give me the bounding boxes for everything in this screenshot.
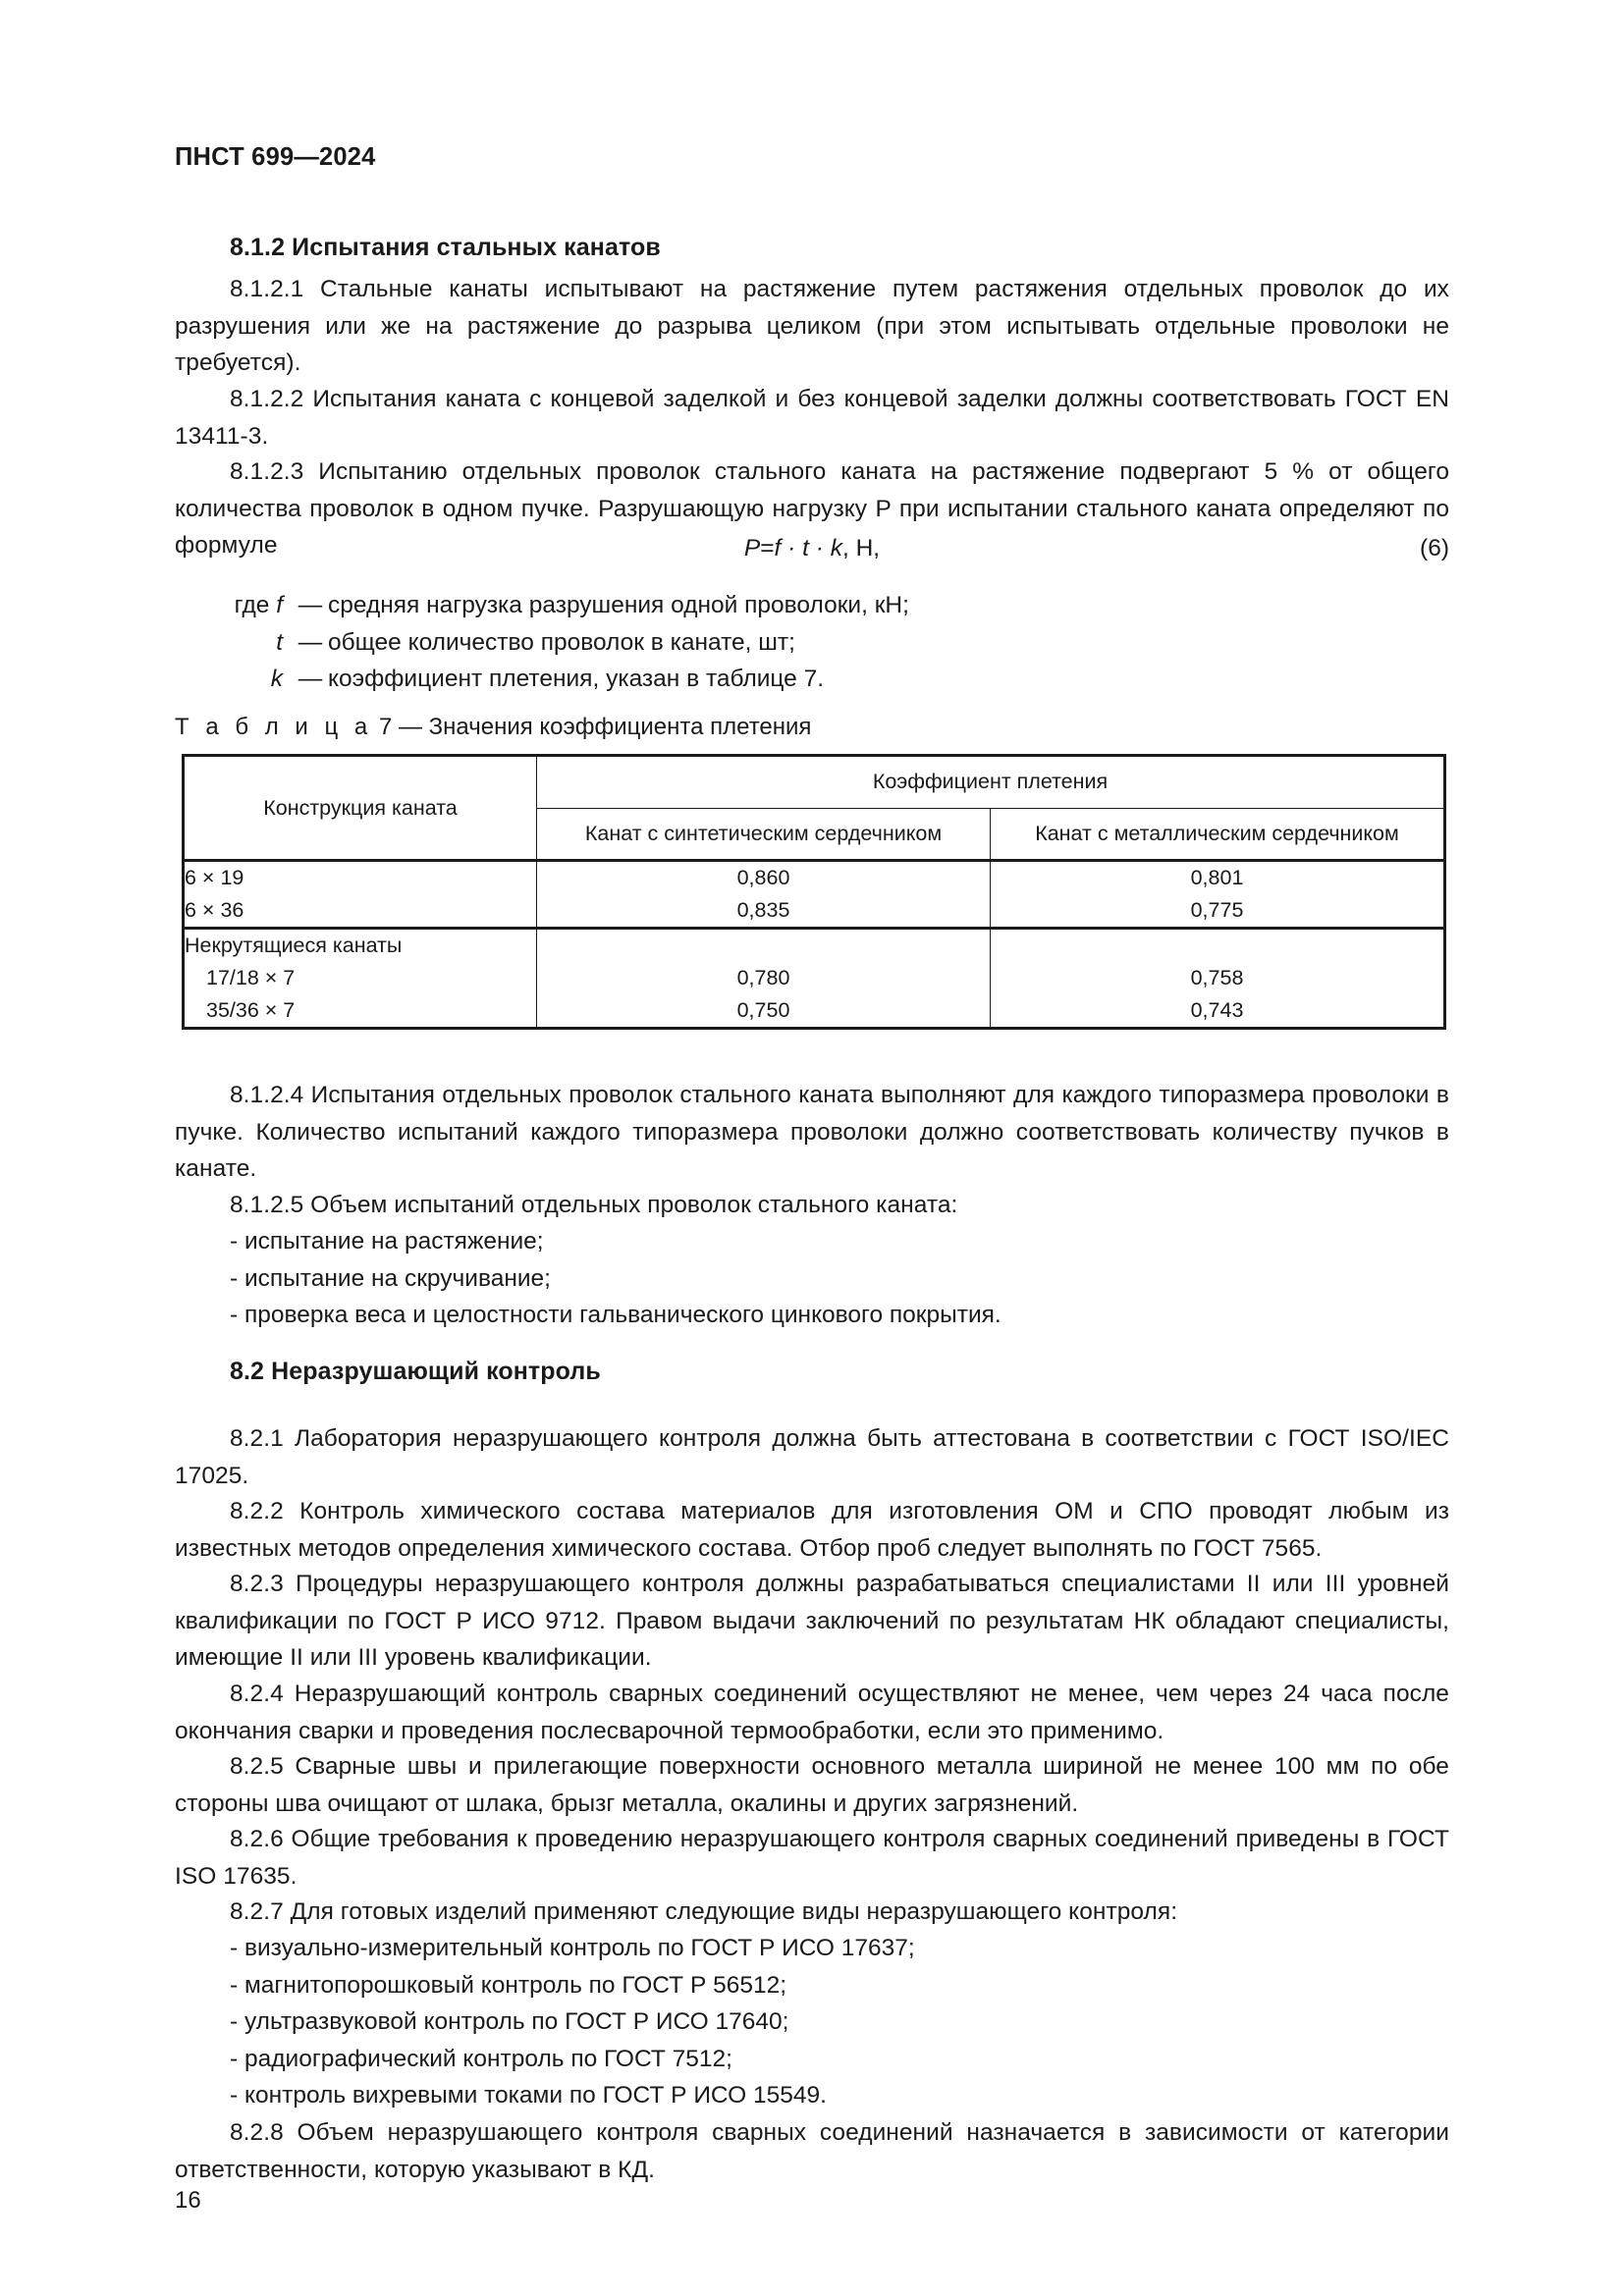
legend-lead-k [196,661,293,698]
list-item-8-2-7-eddy-current: - контроль вихревыми токами по ГОСТ Р ИСО 15549. [230,2082,827,2109]
table-caption-number: 7 [378,714,393,740]
paragraph-8-2-1: 8.2.1 Лаборатория неразрушающего контроля должна быть аттестована в соответствии с ГОСТ ISO/IEC 17025. [175,1425,1449,1489]
synthetic-value: 0,780 [736,966,790,989]
legend-text-k: коэффициент плетения, указан в таблице 7. [328,666,825,692]
table-head [184,756,1445,861]
formula-expression [175,535,1449,562]
paragraph-8-2-8: 8.2.8 Объем неразрушающего контроля сварных соединений назначается в зависимости от категории ответственности, которую указывают в КД. [175,2119,1449,2183]
paragraph-8-2-5: 8.2.5 Сварные швы и прилегающие поверхности основного металла шириной не менее 100 мм по обе стороны шва очищают от шлака, брызг металла, окалины и других загрязнений. [175,1753,1449,1817]
list-item-8-1-2-5-tension: - испытание на растяжение; [230,1228,544,1255]
table-cell-construction [184,861,537,929]
table-cell-metallic [991,861,1445,929]
paragraph-8-1-2-5: 8.1.2.5 Объем испытаний отдельных проволок стального каната: [230,1192,958,1218]
paragraph-8-1-2-1: 8.1.2.1 Стальные канаты испытывают на растяжение путем растяжения отдельных проволок до их разрушения или же на растяжение до разрыва целиком (при этом испытывать отдельные проволоки не требуется). [175,276,1449,376]
legend-dash-f: — [298,592,323,618]
list-item-8-1-2-5-torsion: - испытание на скручивание; [230,1265,551,1292]
table-row [184,929,1445,1029]
metallic-value: 0,743 [1190,998,1244,1022]
paragraph-8-1-2-3-text: 8.1.2.3 Испытанию отдельных проволок стального каната на растяжение подвергают 5 % от общего количества проволок в одном пучке. Разрушающую нагрузку P при испытании стального каната определяют по формуле [175,458,1449,559]
table-body [184,861,1445,1029]
metallic-value: 0,801 [1190,866,1244,889]
table-7-weaving-coefficients [182,754,1446,1030]
legend-symbol-f: f [276,592,283,618]
synthetic-value: 0,835 [736,898,790,922]
list-item-8-2-7-visual: - визуально-измерительный контроль по ГОСТ Р ИСО 17637; [230,1935,915,1961]
paragraph-8-2-4: 8.2.4 Неразрушающий контроль сварных соединений осуществляют не менее, чем через 24 часа после окончания сварки и проведения послесварочной термообработки, если это применимо. [175,1681,1449,1744]
formula-right-side: f · t · k [774,535,842,561]
table-header-group-coefficient: Коэффициент плетения [537,756,1445,809]
table-row [184,861,1445,929]
table-header-metallic-core: Канат с металлическим сердечником [991,808,1445,861]
paragraph-8-2-2: 8.2.2 Контроль химического состава материалов для изготовления ОМ и СПО проводят любым из известных методов определения химического состава. Отбор проб следует выполнять по ГОСТ 7565. [175,1498,1449,1562]
running-header: ПНСТ 699—2024 [175,143,376,171]
formula-unit: , Н, [841,535,881,561]
paragraph-8-2-6: 8.2.6 Общие требования к проведению неразрушающего контроля сварных соединений приведены в ГОСТ ISO 17635. [175,1826,1449,1890]
list-item-8-2-7-radiographic: - радиографический контроль по ГОСТ 7512; [230,2046,732,2072]
legend-where-label: где [234,592,270,618]
paragraph-8-1-2-4: 8.1.2.4 Испытания отдельных проволок стального каната выполняют для каждого типоразмера проволоки в пучке. Количество испытаний каждого типоразмера проволоки должно соответствовать количеству пучков в канате. [175,1082,1449,1182]
construction-label: 6 × 36 [185,898,244,922]
legend-symbol-t: t [276,628,283,656]
table-caption-word: Т а б л и ц а [175,714,373,740]
formula-variable-p: P [743,535,761,561]
table-header-row-1 [184,756,1445,809]
legend-lead-f [196,587,293,624]
legend-text-f: средняя нагрузка разрушения одной проволоки, кН; [328,592,909,618]
table-caption-title: Значения коэффициента плетения [428,714,812,740]
metallic-value: 0,775 [1190,898,1244,922]
legend-text-t: общее количество проволок в канате, шт; [328,628,795,656]
formula-equals: = [760,535,775,561]
construction-label: 6 × 19 [185,866,244,889]
construction-label: 35/36 × 7 [206,998,296,1022]
formula-row-6 [175,535,1449,562]
page-number: 16 [175,2187,201,2214]
paragraph-8-1-2-2: 8.1.2.2 Испытания каната с концевой заделкой и без концевой заделки должны соответствовать ГОСТ EN 13411-3. [175,386,1449,450]
construction-label: 17/18 × 7 [206,966,296,989]
legend-dash-k: — [298,666,323,692]
construction-group-title: Некрутящиеся канаты [185,934,403,957]
table-7-caption [175,714,811,741]
metallic-value: 0,758 [1190,966,1244,989]
legend-lead-t [196,624,293,662]
table-header-construction: Конструкция каната [184,756,537,861]
list-item-8-2-7-ultrasonic: - ультразвуковой контроль по ГОСТ Р ИСО 17640; [230,2008,789,2035]
legend-dash-t: — [298,628,323,656]
formula-legend [196,587,909,698]
legend-row-t [196,624,909,662]
paragraph-8-2-7: 8.2.7 Для готовых изделий применяют следующие виды неразрушающего контроля: [230,1898,1178,1925]
legend-row-k [196,661,909,698]
formula-number: (6) [1420,535,1449,561]
list-item-8-2-7-magnetic: - магнитопорошковый контроль по ГОСТ Р 56512; [230,1972,787,1999]
synthetic-value: 0,750 [736,998,790,1022]
table-cell-synthetic [537,929,991,1029]
heading-8-2: 8.2 Неразрушающий контроль [230,1358,601,1385]
table-cell-metallic [991,929,1445,1029]
synthetic-value: 0,860 [736,866,790,889]
table-caption-dash: — [398,714,422,740]
list-item-8-1-2-5-coating: - проверка веса и целостности гальванического цинкового покрытия. [230,1302,1001,1328]
table-cell-construction [184,929,537,1029]
table-header-synthetic-core: Канат с синтетическим сердечником [537,808,991,861]
heading-8-1-2: 8.1.2 Испытания стальных канатов [230,234,661,261]
paragraph-8-2-3: 8.2.3 Процедуры неразрушающего контроля должны разрабатываться специалистами II или III уровней квалификации по ГОСТ Р ИСО 9712. Правом выдачи заключений по результатам НК обладают специалисты, имеющие II или III уровень квалификации. [175,1571,1449,1671]
legend-symbol-k: k [270,666,283,692]
table-cell-synthetic [537,861,991,929]
legend-row-f [196,587,909,624]
